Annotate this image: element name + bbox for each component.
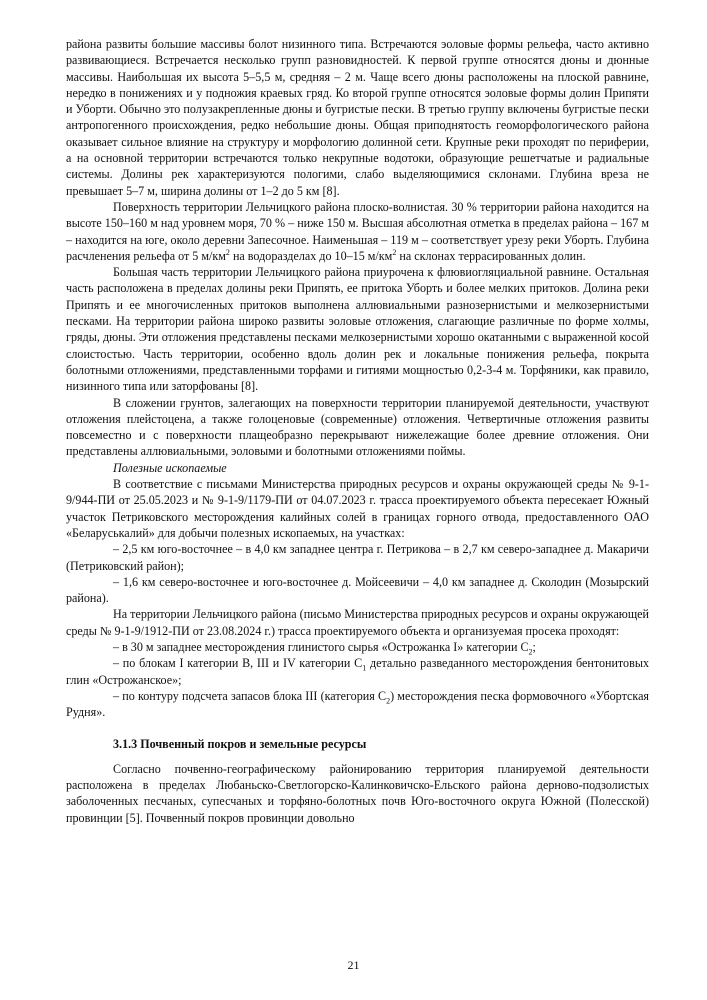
paragraph-soils-composition: В сложении грунтов, залегающих на поверхности территории планируемой деятельности, участвуют отложения плейстоцена, а также голоценовые (современные) отложения. Четвертичные отложения развиты повсеместно и с поверхности плащеобразно перекрывают нижележащие более древние отложения. Они представлены аллювиальными, эоловыми и болотными отложениями поймы. [66, 395, 649, 459]
list-item-moiseevichi: – 1,6 км северо-восточнее и юго-восточнее д. Мойсеевичи – 4,0 км западнее д. Сколодин (Мозырский района). [66, 574, 649, 606]
page-content [66, 36, 649, 826]
paragraph-soil-cover: Согласно почвенно-географическому районированию территория планируемой деятельности расположена в пределах Любаньско-Светлогорско-Калинковичско-Ельского района дерново-подзолистых заболоченных песчаных, супесчаных и торфяно-болотных почв Юго-восточного округа Южной (Полесской) провинции [5]. Почвенный покров провинции довольно [66, 761, 649, 825]
section-title: 3.1.3 Почвенный покров и земельные ресурсы [113, 737, 367, 752]
list-item-ostrozhanka: – в 30 м западнее месторождения глинистого сырья «Острожанка I» категории $С_2$; [113, 639, 536, 657]
paragraph-lelchitsy-letter: На территории Лельчицкого района (письмо Министерства природных ресурсов и охраны окружающей среды № 9-1-9/1912-ПИ от 23.08.2024 г.) трасса проектируемого объекта и организуемая просека проходят: [66, 607, 649, 638]
list-item-ubortskaya: – по контуру подсчета запасов блока III (категория $С_2$) месторождения песка формовочного «Убортская Рудня». [66, 688, 649, 720]
list-item-petrikov: – 2,5 км юго-восточнее – в 4,0 км западнее центра г. Петрикова – в 2,7 км северо-западнее д. Макаричи (Петриковский район); [66, 542, 649, 573]
paragraph-surface: Поверхность территории Лельчицкого района плоско-волнистая. 30 % территории района находится на высоте 150–160 м над уровнем моря, 70 % – ниже 150 м. Высшая абсолютная отметка в пределах района – 167 м – находится на юге, около деревни Запесочное. Наименьшая – 119 м – соответствует урезу реки Уборть. Глубина расчленения рельефа от 5 $м/км^2$ на водоразделах до 10–15 $м/км^2$ на склонах террасированных долин. [66, 199, 649, 263]
paragraph-ministry-letters: В соответствие с письмами Министерства природных ресурсов и охраны окружающей среды № 9-1-9/944-ПИ от 25.05.2023 и № 9-1-9/1179-ПИ от 04.07.2023 г. трасса проектируемого объекта пересекает Южный участок Петриковского месторождения калийных солей в границах горного отвода, предоставленного ОАО «Беларуськалий» для добычи полезных ископаемых, на участках: [66, 477, 649, 540]
paragraph-relief-continued: района развиты большие массивы болот низинного типа. Встречаются эоловые формы рельефа, часто активно развивающиеся. Встречается несколько групп разновидностей. К первой группе относятся дюны и дюнные массивы. Наибольшая их высота 5–5,5 м, средняя – 2 м. Чаще всего дюны расположены на плоской равнине, нередко в понижениях и у подножия краевых гряд. Ко второй группе относятся эоловые формы долин Припяти и Уборти. Обычно это полузакрепленные дюны и бугристые пески. В третью группу включены бугристые пески антропогенного происхождения, редко небольшие дюны. Общая приподнятость геоморфологического района оказывает сильное влияние на структуру и морфологию долинной сети. Крупные реки проходят по периферии, а на основной территории встречаются только некрупные водотоки, образующие решетчатые и радиальные системы. Долины рек характеризуются пологими, слабо выделяющимися склонами. Глубина вреза не превышает 5–7 м, ширина долины от 1–2 до 5 км [8]. [66, 37, 649, 198]
list-item-bentonite: – по блокам I категории В, III и IV категории $С_1$ детально разведанного месторождения бентонитовых глин «Острожанское»; [66, 656, 649, 687]
page-number: 21 [347, 958, 360, 972]
subheading-minerals: Полезные ископаемые [113, 460, 227, 475]
paragraph-fluvioglacial: Большая часть территории Лельчицкого района приурочена к флювиогляциальной равнине. Остальная часть расположена в пределах долины реки Припять, ее притока Уборть и более мелких притоков. Долина реки Припять и ее многочисленных притоков выполнена аллювиальными разнозернистыми и мелкозернистыми песками. На территории района широко развиты эоловые отложения, слагающие различные по форме холмы, гряды, дюны. Эти отложения представлены песками мелкозернистыми хорошо окатанными с выраженной косой слоистостью. Часть территории, особенно вдоль долин рек и локальные понижения рельефа, покрыта болотными отложениями, представленными торфами и гитиями мощностью 0,2-3-4 м. Торфяники, как правило, низинного типа или заторфованы [8]. [66, 265, 649, 394]
